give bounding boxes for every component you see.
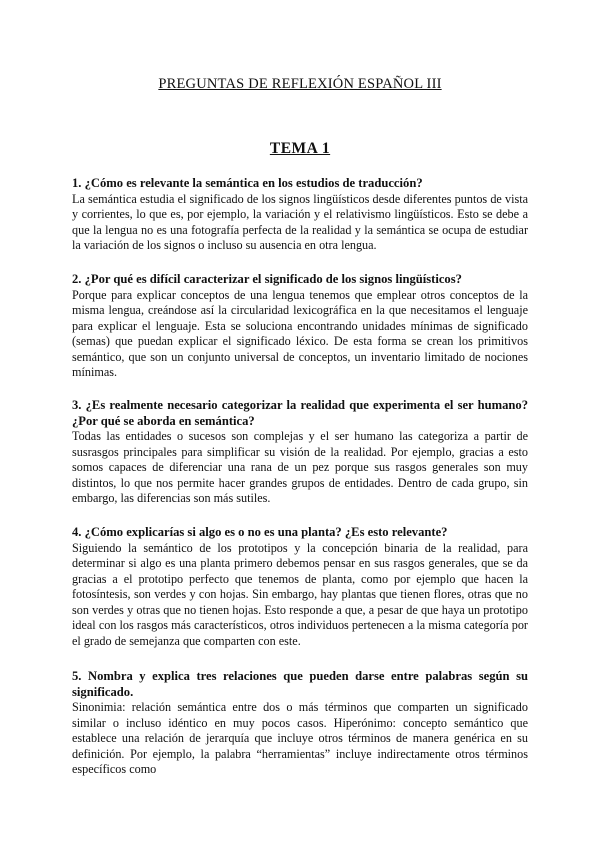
question-text: 3. ¿Es realmente necesario categorizar la realidad que experimenta el ser humano? ¿Por qué se aborda en semántica? [72,398,528,428]
document-title: PREGUNTAS DE REFLEXIÓN ESPAÑOL III [158,76,442,92]
question-block [72,669,528,778]
document-page [72,0,528,848]
question-block [72,525,528,650]
question-block [72,176,528,254]
question-text: 1. ¿Cómo es relevante la semántica en los estudios de traducción? [72,176,423,190]
answer-text: Sinonimia: relación semántica entre dos o más términos que comparten un significado similar o incluso idéntico en muy pocos casos. Hiperónimo: concepto semántico que establece una relación de jerarquía que incluye otros términos de manera genérica en su definición. Por ejemplo, la palabra “herramientas” incluye indirectamente otros términos específicos como [72,700,528,777]
question-block [72,398,528,507]
answer-text: Porque para explicar conceptos de una lengua tenemos que emplear otros conceptos de la misma lengua, creándose así la circularidad lexicográfica en la que necesitamos el lenguaje para explicar el lenguaje. Esta se soluciona encontrando unidades mínimas de significado (semas) que puedan explicar el significado léxico. De esta forma se crean los primitivos semántico, que son un conjunto universal de conceptos, un inventario limitado de nociones mínimas. [72,287,528,380]
question-text: 2. ¿Por qué es difícil caracterizar el significado de los signos lingüísticos? [72,272,462,286]
question-block [72,272,528,381]
question-text: 5. Nombra y explica tres relaciones que pueden darse entre palabras según su significado. [72,669,528,699]
answer-text: Siguiendo la semántico de los prototipos y la concepción binaria de la realidad, para determinar si algo es una planta primero debemos pensar en sus rasgos generales, que se da gracias a el prototipo perfecto que tenemos de planta, como por ejemplo que hacen la fotosíntesis, son verdes y con hojas. Sin embargo, hay plantas que tienen flores, otras que no son verdes y otras que no tienen hojas. Esto responde a que, a pesar de que haya un prototipo ideal con los rasgos más característicos, otros individuos pertenecen a la misma categoría por el grado de semejanza que comparten con este. [72,540,528,649]
section-title: TEMA 1 [269,140,331,157]
answer-text: La semántica estudia el significado de los signos lingüísticos desde diferentes puntos de vista y corrientes, lo que es, por ejemplo, la variación y el relativismo lingüísticos. Esto se debe a que la lengua no es una fotografía perfecta de la realidad y la semántica se ocupa de estudiar la variación de los signos o incluso su ausencia en otra lengua. [72,191,528,253]
question-text: 4. ¿Cómo explicarías si algo es o no es una planta? ¿Es esto relevante? [72,525,448,539]
answer-text: Todas las entidades o sucesos son complejas y el ser humano las categoriza a partir de susrasgos principales para simplificar su visión de la realidad. Por ejemplo, gracias a esto somos capaces de diferenciar una rana de un pez porque sus rasgos generales son muy distintos, lo que nos permite hacer grandes grupos de entidades. Dentro de cada grupo, sin embargo, las diferencias son más sutiles. [72,429,528,506]
